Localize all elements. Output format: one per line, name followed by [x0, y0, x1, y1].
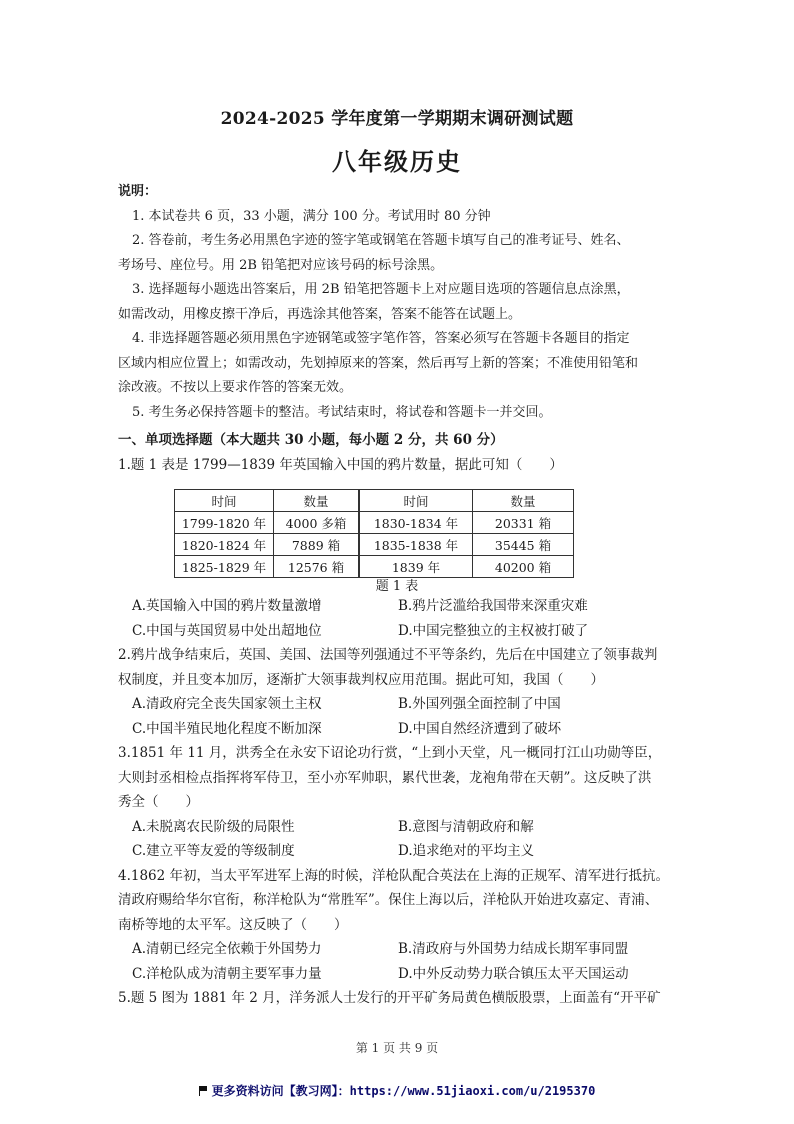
question-4-stem: 4.1862 年初，当太平军进军上海的时候，洋枪队配合英法在上海的正规军、清军进行抵抗。: [118, 867, 670, 884]
page-number: 第 1 页 共 9 页: [355, 1041, 439, 1055]
option-b: B.鸦片泛滥给我国带来深重灾难: [398, 598, 588, 614]
question-1-options-row: [118, 619, 680, 644]
instruction-line: 5. 考生务必保持答题卡的整洁。考试结束时，将试卷和答题卡一并交回。: [132, 404, 552, 420]
question-4-stem: 清政府赐给华尔官衔，称洋枪队为“常胜军”。保住上海以后，洋枪队开始进攻嘉定、青浦、: [118, 892, 659, 908]
question-3-stem: 秀全（ ）: [118, 794, 199, 810]
table-cell: 20331 箱: [473, 512, 574, 534]
option-d: D.中国自然经济遭到了破坏: [398, 720, 562, 737]
instruction-line: 1. 本试卷共 6 页，33 小题，满分 100 分。考试用时 80 分钟: [132, 208, 491, 224]
option-d: D.中国完整独立的主权被打破了: [398, 622, 589, 639]
instructions: [118, 180, 680, 425]
table-cell: 1835-1838 年: [359, 534, 473, 556]
question-5-stem: 5.题 5 图为 1881 年 2 月，洋务派人士发行的开平矿务局黄色横版股票，上面盖有“开平矿: [118, 990, 661, 1006]
instruction-line: 4. 非选择题答题必须用黑色字迹钢笔或签字笔作答，答案必须写在答题卡各题目的指定: [132, 331, 630, 346]
question-3-options-row: [118, 839, 680, 864]
table-cell: 1820-1824 年: [175, 534, 274, 556]
question-4-options-row: [118, 937, 680, 962]
question-3-options-row: [118, 815, 680, 840]
instruction-line: 涂改液。不按以上要求作答的答案无效。: [118, 380, 353, 395]
instruction-line: 如需改动，用橡皮擦干净后，再选涂其他答案，答案不能答在试题上。: [118, 306, 522, 322]
question-4-stem: 南桥等地的太平军。这反映了（ ）: [118, 916, 348, 933]
table-cell: 1825-1829 年: [175, 556, 274, 578]
option-a: A.清朝已经完全依赖于外国势力: [132, 941, 322, 957]
question-3-stem: 3.1851 年 11 月，洪秀全在永安下诏论功行赏，“上到小天堂，凡一概同打江山功勋等臣，: [118, 745, 662, 761]
option-b: B.意图与清朝政府和解: [398, 818, 534, 835]
option-b: B.清政府与外国势力结成长期军事同盟: [398, 941, 629, 957]
question-2-options-row: [118, 717, 680, 742]
question-2-stem: 权制度，并且变本加厉，逐渐扩大领事裁判权应用范围。据此可知，我国（ ）: [118, 671, 604, 688]
table-cell: 35445 箱: [473, 534, 574, 556]
option-d: D.追求绝对的平均主义: [398, 843, 535, 859]
questions-block: [118, 594, 680, 1011]
table-cell: 7889 箱: [274, 534, 360, 556]
promo-text[interactable]: 更多资料访问【教习网】：https://www.51jiaoxi.com/u/2195370: [211, 1084, 596, 1098]
exam-subject: 八年级历史: [332, 147, 462, 176]
option-c: C.建立平等友爱的等级制度: [132, 843, 295, 859]
instructions-heading: 说明：: [118, 184, 158, 199]
table-row: [175, 512, 574, 534]
question-1-options-row: [118, 594, 680, 619]
table-cell: 1830-1834 年: [359, 512, 473, 534]
table-header-cell: 时间: [175, 490, 274, 512]
option-a: A.清政府完全丧失国家领土主权: [132, 696, 322, 712]
table-cell: 40200 箱: [473, 556, 574, 578]
option-c: C.中国与英国贸易中处出超地位: [132, 622, 322, 639]
instruction-line: 3. 选择题每小题选出答案后，用 2B 铅笔把答题卡上对应题目选项的答题信息点涂黑，: [132, 282, 630, 297]
option-c: C.中国半殖民地化程度不断加深: [132, 720, 322, 737]
option-b: B.外国列强全面控制了中国: [398, 696, 561, 712]
table-cell: 12576 箱: [274, 556, 360, 578]
promo-link[interactable]: [0, 1082, 794, 1099]
option-d: D.中外反动势力联合镇压太平天国运动: [398, 965, 629, 982]
section-one: [118, 428, 680, 477]
instruction-line: 2. 答卷前，考生务必用黑色字迹的签字笔或钢笔在答题卡填写自己的准考证号、姓名、: [132, 233, 630, 248]
table-header-row: [175, 490, 574, 512]
option-a: A.英国输入中国的鸦片数量激增: [132, 598, 322, 614]
table-header-cell: 数量: [473, 490, 574, 512]
question-2-options-row: [118, 692, 680, 717]
question-1-stem: 1.题 1 表是 1799—1839 年英国输入中国的鸦片数量，据此可知（ ）: [118, 456, 563, 473]
table-caption: 题 1 表: [375, 579, 419, 594]
table-header-cell: 时间: [359, 490, 473, 512]
table-cell: 4000 多箱: [274, 512, 360, 534]
option-a: A.未脱离农民阶级的局限性: [132, 818, 295, 835]
table-header-cell: 数量: [274, 490, 360, 512]
question-3-stem: 大则封丞相检点指挥将军侍卫，至小亦军帅职，累代世袭，龙袍角带在天朝”。这反映了洪: [118, 769, 652, 786]
table-row: [175, 534, 574, 556]
instruction-line: 考场号、座位号。用 2B 铅笔把对应该号码的标号涂黑。: [118, 257, 444, 273]
question-4-options-row: [118, 962, 680, 987]
table-cell: 1839 年: [359, 556, 473, 578]
flag-icon: [199, 1086, 208, 1096]
question-1-table: [174, 489, 574, 578]
exam-title: 2024-2025 学年度第一学期期末调研测试题: [220, 109, 574, 129]
option-c: C.洋枪队成为清朝主要军事力量: [132, 965, 322, 982]
instruction-line: 区域内相应位置上；如需改动，先划掉原来的答案，然后再写上新的答案；不准使用铅笔和: [118, 355, 639, 371]
section-heading: 一、单项选择题（本大题共 30 小题，每小题 2 分，共 60 分）: [118, 432, 504, 448]
table-cell: 1799-1820 年: [175, 512, 274, 534]
question-2-stem: 2.鸦片战争结束后，英国、美国、法国等列强通过不平等条约，先后在中国建立了领事裁判: [118, 647, 658, 663]
